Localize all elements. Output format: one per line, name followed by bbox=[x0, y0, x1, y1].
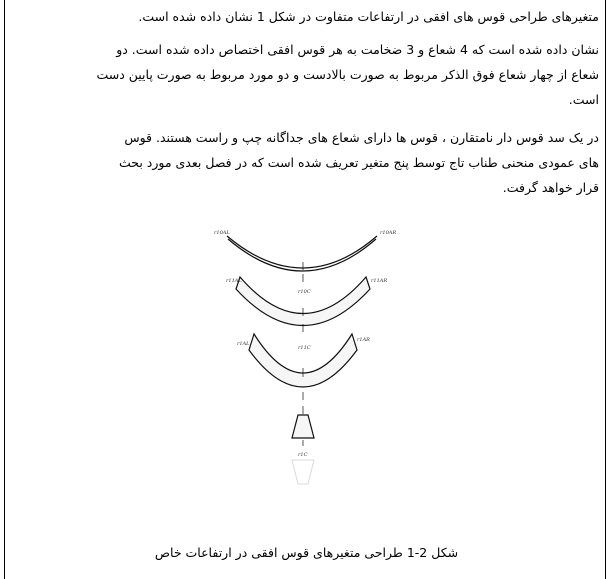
arch-10-outer bbox=[227, 236, 377, 268]
figure-reflection bbox=[292, 460, 314, 484]
arch-1 bbox=[249, 334, 357, 387]
arch-10-inner bbox=[228, 239, 376, 271]
label-r1AL: r1AL bbox=[237, 341, 250, 347]
arch-11 bbox=[236, 277, 370, 326]
label-r10AR: r10AR bbox=[380, 230, 397, 236]
label-r11AR: r11AR bbox=[371, 278, 388, 284]
label-r1C: r1C bbox=[298, 452, 308, 458]
paragraph-2-line-2: شعاع از چهار شعاع فوق الذکر مربوط به صورت بالادست و دو مورد مربوط به صورت پایین دست bbox=[96, 67, 599, 82]
crown-section bbox=[292, 415, 314, 438]
paragraph-2-line-1: نشان داده شده است که 4 شعاع و 3 ضخامت به هر قوس افقی اختصاص داده شده است. دو bbox=[116, 42, 599, 57]
label-r11AL: r11AL bbox=[226, 278, 242, 284]
label-r10AL: r10AL bbox=[214, 230, 230, 236]
label-r11C: r11C bbox=[298, 345, 311, 351]
figure-caption: شکل 2-1 طراحی متغیرهای قوس افقی در ارتفاعات خاص bbox=[154, 545, 459, 560]
paragraph-3-line-3: قرار خواهد گرفت. bbox=[502, 180, 599, 195]
paragraph-3-line-2: های عمودی منحنی طناب تاج توسط پنج متغیر تعریف شده است که در فصل بعدی مورد بحث bbox=[119, 155, 599, 170]
paragraph-2-line-3: است. bbox=[568, 92, 599, 107]
paragraph-1-line-1: متغیرهای طراحی قوس های افقی در ارتفاعات متفاوت در شکل 1 نشان داده شده است. bbox=[138, 9, 599, 24]
label-r10C: r10C bbox=[298, 289, 311, 295]
label-r1AR: r1AR bbox=[357, 337, 370, 343]
paragraph-3-line-1: در یک سد قوس دار نامتقارن ، قوس ها دارای شعاع های جداگانه چپ و راست هستند. قوس bbox=[124, 130, 599, 145]
